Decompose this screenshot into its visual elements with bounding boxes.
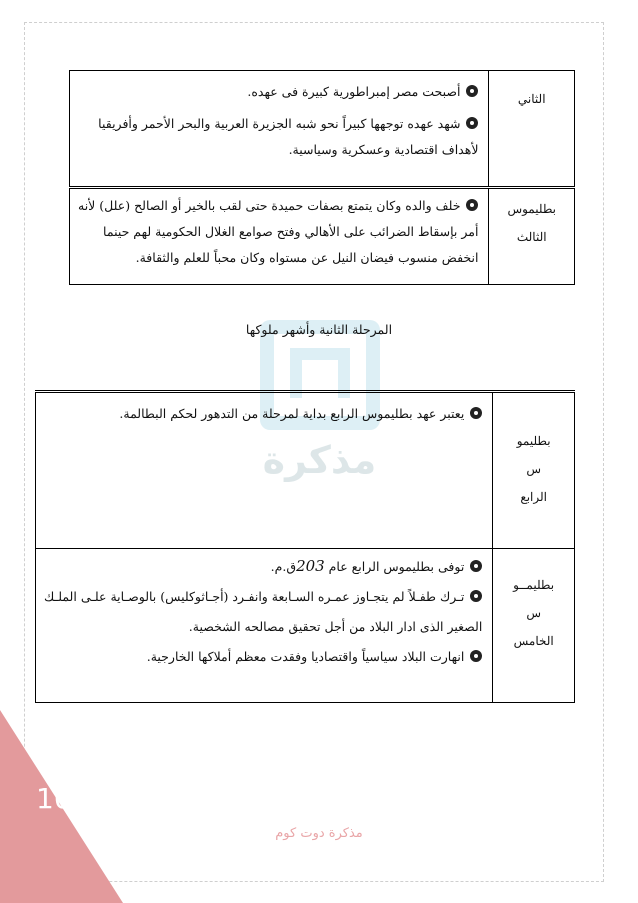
king-name: بطليموس [507,202,556,216]
description-line: الصغير الذى ادار البلاد من أجل تحقيق مصالحه الشخصية. [188,619,483,634]
king-name: الرابع [520,490,547,504]
king-name-cell [489,71,575,188]
king-name: س [526,606,541,620]
table-row [70,71,575,188]
king-name: الخامس [513,634,554,648]
king-name-cell [493,392,575,549]
table-row [70,188,575,285]
table-row [36,392,575,549]
king-name: الثالث [516,230,547,244]
description-line: شهد عهده توجهها كبيراً نحو شبه الجزيرة العربية والبحر الأحمر وأفريقيا [78,111,478,137]
description-cell [70,71,489,188]
king-name-cell [493,549,575,703]
description-line: أمر بإسقاط الضرائب على الأهالي وفتح صوامع الغلال الحكومية لهم حينما [103,224,479,239]
gear-icon [466,199,478,211]
description-line: لأهداف اقتصادية وعسكرية وسياسية. [288,142,479,157]
page-number: 106 [36,782,90,815]
king-name-cell [489,188,575,285]
description-line: خلف والده وكان يتمتع بصفات حميدة حتى لقب بالخير أو الصالح (علل) لأنه [78,193,478,219]
footer-site-mark: مذكرة دوت كوم [275,826,363,841]
king-name: بطليمو [516,434,551,448]
gear-icon [470,650,482,662]
watermark-text: مذكرة [262,438,377,482]
kings-table-first [69,70,575,285]
gear-icon [466,85,478,97]
gear-icon [470,407,482,419]
description-line: تـرك طفـلاً لم يتجـاوز عمـره السـابعة وانفـرد (أجـاثوكليس) بالوصـاية علـى الملـك [44,584,482,610]
table-row [36,549,575,703]
gear-icon [466,117,478,129]
king-name: س [526,462,541,476]
king-name: الثاني [517,92,546,106]
description-cell [70,188,489,285]
description-cell [36,392,493,549]
year-number: 203 [296,557,325,575]
gear-icon [470,560,482,572]
king-name: بطليمــو [513,578,555,592]
description-line: انهارت البلاد سياسياً واقتصاديا وفقدت معظم أملاكها الخارجية. [44,644,482,670]
gear-icon [470,590,482,602]
kings-table-second [35,390,575,703]
description-cell [36,549,493,703]
section-heading: المرحلة الثانية وأشهر ملوكها [245,322,393,337]
description-line: انخفض منسوب فيضان النيل عن مستواه وكان محباً للعلم والثقافة. [135,250,479,265]
description-line: توفى بطليموس الرابع عام 203ق.م. [44,553,482,580]
description-line: يعتبر عهد بطليموس الرابع بداية لمرحلة من التدهور لحكم البطالمة. [44,401,482,427]
description-line: أصبحت مصر إمبراطورية كبيرة فى عهده. [78,79,478,105]
